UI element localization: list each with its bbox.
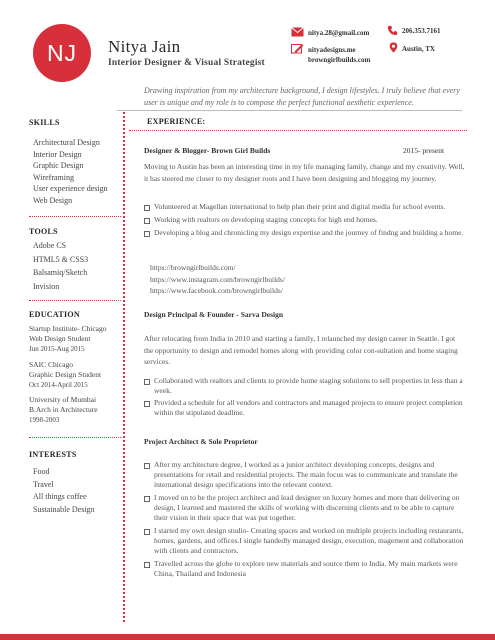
bullet-text: I started my own design studio- Creating spaces and worked on multiple projects including restaurants, homes, gardens, and offices.I single handedly managed design, execution, magement and collaboration with clients and contractors. bbox=[154, 526, 464, 555]
link-instagram[interactable]: https://www.instagram.com/browngirlbuilds/ bbox=[150, 274, 285, 284]
personal-statement: Drawing inspiration from my architecture background, I design lifestyles. I truly believe that every user is unique and my role is to compose the perfect functional aesthetic experience. bbox=[144, 86, 460, 107]
bullet-text: I moved on to be the project architect and lead designer on luxury homes and more than delivering on design, I learned and mastered the skills of working with discerning clients and to be able to capture their vision in their space that was put together. bbox=[154, 493, 460, 522]
skills-list bbox=[33, 137, 108, 206]
interests-list bbox=[33, 466, 95, 515]
bullet-item bbox=[144, 202, 466, 212]
job-links bbox=[150, 262, 285, 297]
job-bullets bbox=[144, 202, 466, 238]
job-title: Designer & Blogger- Brown Girl Builds bbox=[144, 146, 271, 155]
bullet-box-icon bbox=[144, 231, 150, 237]
candidate-name: Nitya Jain bbox=[108, 37, 181, 56]
candidate-title: Interior Designer & Visual Strategist bbox=[108, 58, 265, 68]
education-program: B.Arch in Architecture bbox=[29, 405, 98, 414]
bullet-text: Volunteered at Magellan international to help plan their print and digital media for school events. bbox=[154, 202, 446, 211]
bullet-box-icon bbox=[144, 205, 150, 211]
website-secondary[interactable]: browngirlbuilds.com bbox=[308, 56, 371, 64]
bullet-item bbox=[144, 460, 466, 490]
tool-item: Invision bbox=[33, 281, 60, 291]
tools-heading: TOOLS bbox=[29, 227, 58, 236]
bullet-text: Provided a schedule for all vendors and contractors and managed projects to ensure project completion within the stipulated deadline. bbox=[154, 398, 463, 417]
education-school: SAIC Chicago bbox=[29, 360, 73, 369]
education-date: Jun 2015-Aug 2015 bbox=[29, 345, 85, 353]
education-date: Oct 2014-April 2015 bbox=[29, 381, 88, 389]
skill-item: Wireframing bbox=[33, 172, 74, 182]
education-entry bbox=[29, 395, 121, 425]
bullet-item bbox=[144, 398, 466, 418]
tool-item: Balsamiq/Sketch bbox=[33, 268, 88, 277]
bullet-box-icon bbox=[144, 562, 150, 568]
web-edit-icon bbox=[291, 43, 304, 54]
tool-item: Adobe CS bbox=[33, 241, 67, 250]
skill-item: Architectural Design bbox=[33, 138, 100, 147]
tool-item: HTML5 & CSS3 bbox=[33, 254, 89, 264]
bullet-item bbox=[144, 215, 466, 225]
education-divider bbox=[29, 437, 121, 438]
experience-heading: EXPERIENCE: bbox=[147, 117, 206, 126]
job-description: Moving to Austin has been an interesting time in my life managing family, change and my creativity. Well, it has steered me closer to my designer roots and I have been designing and blogging my journey. bbox=[144, 162, 465, 183]
bullet-box-icon bbox=[144, 496, 150, 502]
interests-heading: INTERESTS bbox=[29, 450, 77, 459]
education-program: Graphic Design Student bbox=[29, 370, 102, 379]
skill-item: Interior Design bbox=[33, 149, 82, 159]
phone-icon bbox=[386, 25, 399, 36]
bullet-text: After my architecture degree, I worked as a junior architect developing concepts, designs and presentations for retail and residential projects. The main focus was to communicate and translate the international design specifications into the relevant context. bbox=[154, 460, 458, 489]
bullet-item bbox=[144, 376, 466, 396]
skills-heading: SKILLS bbox=[29, 118, 60, 127]
footer-accent-bar bbox=[0, 634, 495, 640]
bullet-item bbox=[144, 526, 466, 556]
column-divider bbox=[123, 112, 125, 622]
education-school: Startup Institute- Chicago bbox=[29, 324, 107, 333]
email-icon bbox=[291, 27, 304, 38]
bullet-item bbox=[144, 228, 466, 238]
bullet-box-icon bbox=[144, 463, 150, 469]
bullet-box-icon bbox=[144, 218, 150, 224]
bullet-item bbox=[144, 493, 466, 523]
bullet-box-icon bbox=[144, 529, 150, 535]
bullet-box-icon bbox=[144, 401, 150, 407]
skills-divider bbox=[29, 216, 121, 217]
bullet-item bbox=[144, 559, 466, 579]
job-title: Project Architect & Sole Proprietor bbox=[144, 437, 258, 446]
interest-item: Travel bbox=[33, 479, 54, 489]
experience-divider bbox=[129, 130, 467, 131]
bullet-text: Developing a blog and chronicling my design expertise and the journey of findng and building a home. bbox=[154, 228, 464, 237]
education-entry bbox=[29, 360, 121, 390]
email-text[interactable]: nitya.28@gmail.com bbox=[308, 29, 370, 37]
job-bullets bbox=[144, 460, 466, 579]
location-text: Austin, TX bbox=[402, 45, 435, 53]
interest-item: All things coffee bbox=[33, 492, 87, 501]
bullet-box-icon bbox=[144, 379, 150, 385]
education-school: University of Mumbai bbox=[29, 395, 97, 404]
bullet-text: Travelled across the globe to explore new materials and source them to India. My main markets were China, Thailand and Indonesia bbox=[154, 559, 458, 578]
education-heading: EDUCATION bbox=[29, 310, 81, 319]
job-title: Design Principal & Founder - Sarva Design bbox=[144, 310, 284, 319]
phone-text[interactable]: 206.353.7161 bbox=[402, 27, 441, 35]
interest-item: Food bbox=[33, 467, 50, 476]
skill-item: Graphic Design bbox=[33, 161, 84, 170]
tools-list bbox=[33, 240, 88, 292]
skill-item: Web Design bbox=[33, 195, 73, 205]
skill-item: User experience design bbox=[33, 184, 108, 193]
job-description: After relocating from India in 2010 and starting a family, I relaunched my design career in Seattle. I got the opportunity to design and remodel homes along with providing color con-sultation and home staging services. bbox=[144, 334, 458, 366]
education-entry bbox=[29, 324, 121, 354]
location-pin-icon bbox=[387, 42, 400, 53]
education-program: Web Design Student bbox=[29, 334, 91, 343]
job-date: 2015- present bbox=[403, 146, 445, 155]
interest-item: Sustainable Design bbox=[33, 504, 95, 514]
bullet-text: Collaborated with realtors and clients to provide home staging solutions to sell properties in less than a week. bbox=[154, 376, 463, 395]
website-primary[interactable]: nityadesigns.me bbox=[308, 46, 356, 54]
logo-monogram: NJ bbox=[33, 24, 91, 82]
header-divider bbox=[117, 110, 462, 111]
tools-divider bbox=[29, 300, 121, 301]
job-bullets bbox=[144, 376, 466, 418]
link-blog[interactable]: https://browngirlbuilds.com/ bbox=[150, 263, 236, 272]
education-date: 1998-2003 bbox=[29, 416, 60, 424]
link-facebook[interactable]: https://www.facebook.com/browngirlbuilds/ bbox=[150, 286, 283, 295]
bullet-text: Working with realtors on developing staging concepts for high end homes. bbox=[154, 215, 378, 224]
